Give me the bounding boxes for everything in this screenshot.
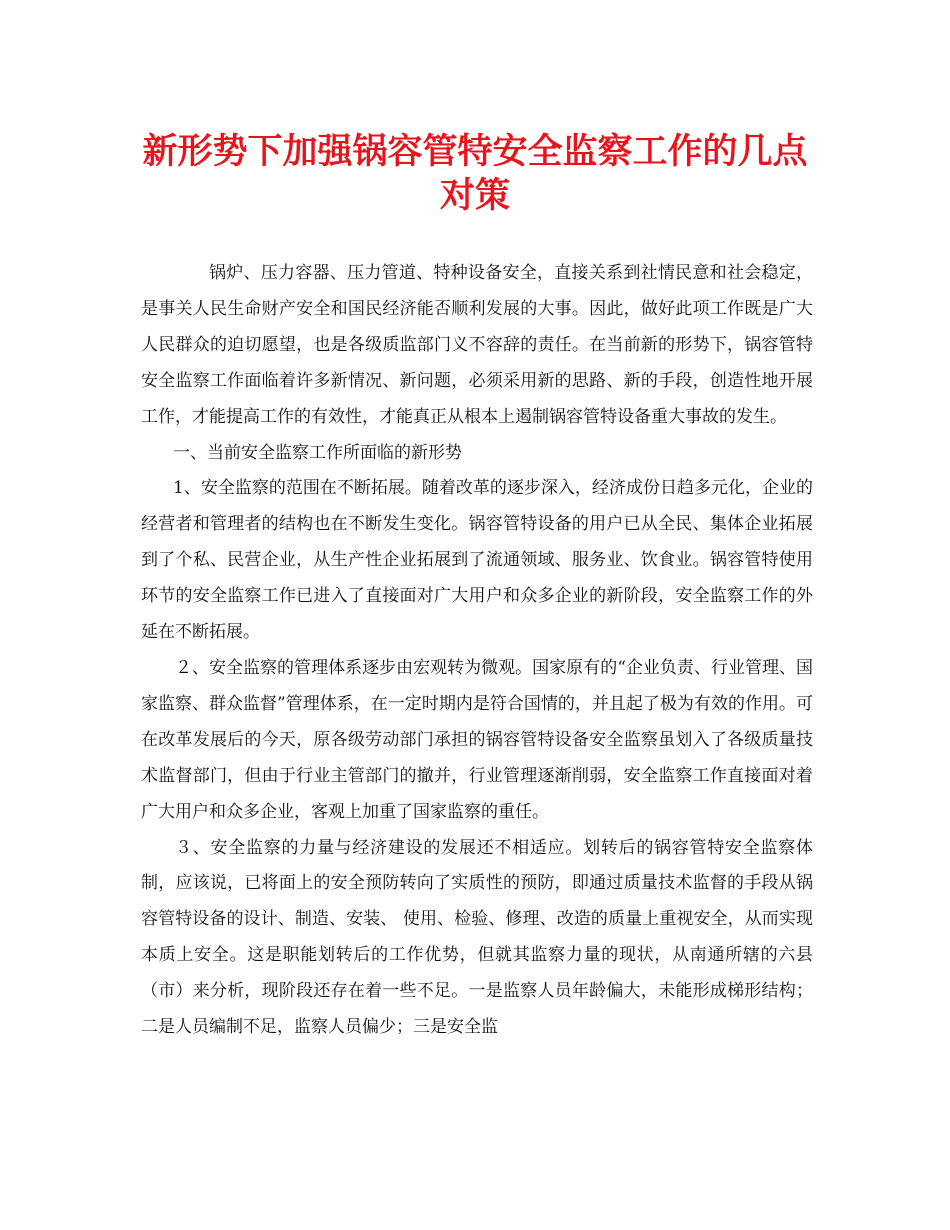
point-2-paragraph: ２、安全监察的管理体系逐步由宏观转为微观。国家原有的“企业负责、行业管理、国家监察、群众监督”管理体系，在一定时期内是符合国情的，并且起了极为有效的作用。可在改革发展后的今天，原各级劳动部门承担的锅容管特设备安全监察虽划入了各级质量技术监督部门，但由于行业主管部门的撤并，行业管理逐渐削弱，安全监察工作直接面对着广大用户和众多企业，客观上加重了国家监察的重任。 bbox=[141, 657, 813, 822]
document-title-line-1: 新形势下加强锅容管特安全监察工作的几点 bbox=[142, 131, 808, 172]
point-3-paragraph: ３、安全监察的力量与经济建设的发展还不相适应。划转后的锅容管特安全监察体制，应该说，已将面上的安全预防转向了实质性的预防，即通过质量技术监督的手段从锅容管特设备的设计、制造、安装、 使用、检验、修理、改造的质量上重视安全，从而实现本质上安全。这是职能划转后的工作优势，但就其监察力量的现状，从南通所辖的六县（市）来分析，现阶段还存在着一些不足。一是监察人员年龄偏大，未能形成梯形结构； 二是人员编制不足，监察人员偏少；三是安全监 bbox=[141, 837, 813, 1038]
section-heading: 一、当前安全监察工作所面临的新形势 bbox=[173, 442, 462, 463]
point-1-paragraph: 1、安全监察的范围在不断拓展。随着改革的逐步深入，经济成份日趋多元化，企业的经营者和管理者的结构也在不断发生变化。锅容管特设备的用户已从全民、集体企业拓展到了个私、民营企业，从生产性企业拓展到了流通领域、服务业、饮食业。锅容管特使用环节的安全监察工作已进入了直接面对广大用户和众多企业的新阶段，安全监察工作的外延在不断拓展。 bbox=[141, 478, 813, 643]
document-body bbox=[141, 256, 813, 1046]
intro-paragraph: 锅炉、压力容器、压力管道、特种设备安全，直接关系到社情民意和社会稳定，是事关人民生命财产安全和国民经济能否顺利发展的大事。因此，做好此项工作既是广大人民群众的迫切愿望，也是各级质监部门义不容辞的责任。在当前新的形势下，锅容管特安全监察工作面临着许多新情况、新问题，必须采用新的思路、新的手段，创造性地开展工作，才能提高工作的有效性，才能真正从根本上遏制锅容管特设备重大事故的发生。 bbox=[141, 263, 813, 427]
document-title-line-2: 对策 bbox=[439, 175, 510, 216]
